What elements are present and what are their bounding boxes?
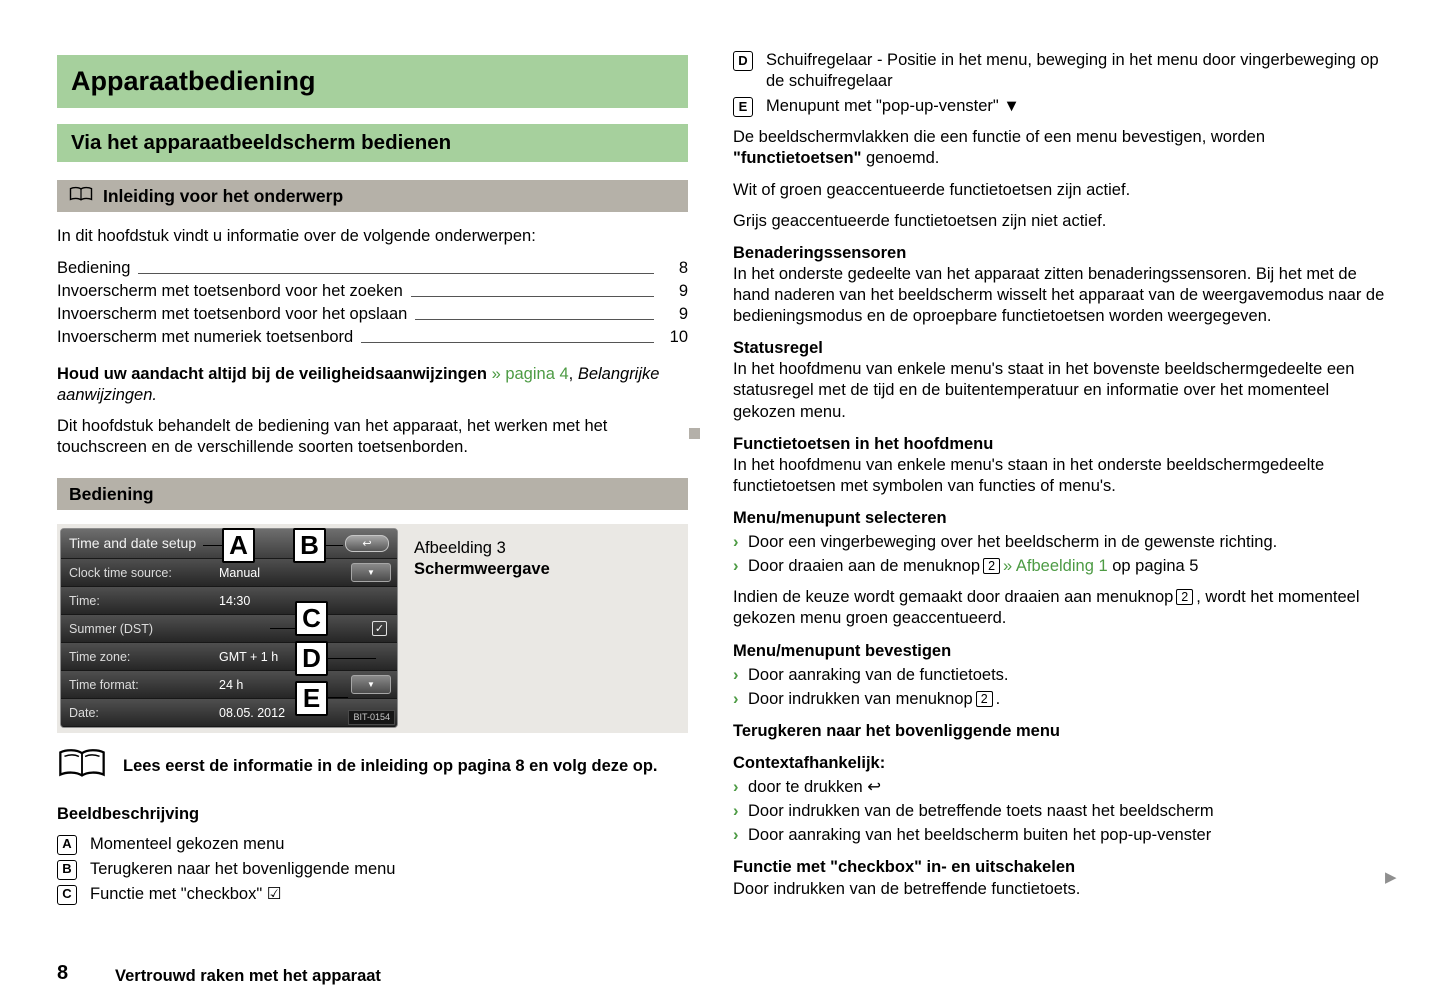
screen-row-value: 08.05. 2012 — [219, 705, 286, 720]
check-mark-icon: ✓ — [374, 622, 385, 635]
screen-row-value: Manual — [219, 565, 260, 580]
safety-note-italic: Belangrijke aanwijzingen. — [57, 364, 660, 404]
bediening-header-label: Bediening — [69, 484, 154, 505]
legend-title: Beeldbeschrijving — [57, 805, 200, 824]
bediening-header — [57, 478, 688, 510]
callout-a: A — [222, 528, 255, 563]
toc-entry-label[interactable]: Bediening — [57, 258, 131, 277]
section-body: Door indrukken van de betreffende functietoets. — [733, 879, 1081, 898]
toc-entry-page: 8 — [678, 258, 688, 277]
screen-row-label: Date: — [69, 705, 99, 720]
toc-leader-line — [361, 342, 654, 343]
bullet-icon: › — [733, 826, 739, 845]
callout-key-b: B — [57, 860, 77, 880]
screen-row-value: GMT + 1 h — [219, 649, 279, 664]
callout-key-e: E — [733, 97, 753, 117]
legend-item-c — [57, 884, 688, 905]
bullet-text-pre: Door indrukken van menuknop — [748, 689, 973, 708]
toc-entry[interactable] — [57, 302, 688, 325]
bullet-icon: › — [733, 665, 739, 684]
toc-leader-line — [415, 319, 654, 320]
read-first-note-text: Lees eerst de informatie in de inleiding op pagina 8 en volg deze op. — [123, 757, 658, 776]
bullet-icon: › — [733, 557, 739, 576]
checkbox-icon — [372, 621, 387, 636]
intro-paragraph: Dit hoofdstuk behandelt de bediening van het apparaat, het werken met het touchscreen en de verschillende soorten toetsenborden. — [57, 417, 608, 457]
bullet-text: Door indrukken van de betreffende toets naast het beeldscherm — [748, 802, 1214, 821]
dropdown-icon — [351, 563, 391, 582]
toc-entry[interactable] — [57, 256, 688, 279]
legend-item-e — [733, 96, 1390, 117]
read-first-note — [57, 747, 688, 786]
screen-title: Time and date setup — [69, 534, 197, 551]
bullet-icon: › — [733, 778, 739, 797]
back-button-icon — [345, 535, 389, 552]
bullet-text — [748, 689, 1390, 710]
bullet-text: Door aanraking van de functietoets. — [748, 665, 1009, 684]
screen-row — [61, 587, 397, 615]
section-menu-bevestigen — [733, 641, 1390, 710]
callout-key-c: C — [57, 885, 77, 905]
screen-row-label: Time zone: — [69, 649, 131, 664]
legend-text: Menupunt met "pop-up-venster" ▼ — [766, 97, 1020, 116]
legend-text: Momenteel gekozen menu — [90, 834, 285, 853]
bullet-item — [733, 801, 1390, 822]
legend-text: Schuifregelaar - Positie in het menu, beweging in het menu door vingerbeweging op de schuifregelaar — [766, 51, 1379, 91]
bullet-item — [733, 556, 1390, 577]
section-body: In het hoofdmenu van enkele menu's staan in het onderste beeldschermgedeelte functietoetsen met symbolen van functies of menu's. — [733, 455, 1325, 495]
screen-row-value: 14:30 — [219, 593, 251, 608]
callout-line-b — [326, 545, 343, 546]
bullet-item — [733, 777, 1390, 798]
toc-entry-page: 10 — [669, 327, 688, 346]
knob-2-key: 2 — [1176, 589, 1193, 605]
dropdown-icon — [351, 675, 391, 694]
legend-text: Functie met "checkbox" ☑ — [90, 884, 282, 903]
toc — [57, 256, 688, 348]
section-heading: Benaderingssensoren — [733, 243, 907, 262]
screen-row-label: Time: — [69, 593, 100, 608]
right-column — [733, 50, 1390, 900]
legend-item-d — [733, 50, 1390, 92]
screen-row — [61, 699, 397, 727]
callout-line-a — [203, 545, 222, 546]
chapter-title: Apparaatbediening — [57, 55, 688, 108]
safety-note — [57, 364, 688, 406]
open-book-icon — [57, 747, 107, 786]
left-column — [57, 55, 688, 909]
section-heading: Menu/menupunt bevestigen — [733, 641, 952, 660]
toc-entry-page: 9 — [678, 304, 688, 323]
screen-row — [61, 643, 397, 671]
legend-text: Terugkeren naar het bovenliggende menu — [90, 859, 396, 878]
screen-row-value: 24 h — [219, 677, 244, 692]
figure-schermweergave — [57, 524, 688, 733]
intro-lead: In dit hoofdstuk vindt u informatie over de volgende onderwerpen: — [57, 226, 536, 245]
toc-entry[interactable] — [57, 325, 688, 348]
bullet-text — [748, 777, 1390, 798]
toc-entry-page: 9 — [678, 281, 688, 300]
screen-row — [61, 559, 397, 587]
footer-chapter-title: Vertrouwd raken met het apparaat — [115, 967, 381, 985]
section-body: In het hoofdmenu van enkele menu's staat in het bovenste beeldschermgedeelte een statusregel met de tijd en de buitentemperatuur en informatie over het momenteel gekozen menu. — [733, 360, 1355, 421]
bullet-icon: › — [733, 689, 739, 708]
screen-row-label: Clock time source: — [69, 565, 172, 580]
bullet-item — [733, 665, 1390, 686]
callout-d: D — [295, 641, 328, 676]
legend-item-a — [57, 834, 688, 855]
return-arrow-icon: ↩ — [867, 778, 882, 797]
figure-caption — [414, 538, 550, 580]
figure-reference-link[interactable]: » Afbeelding 1 — [1003, 557, 1108, 576]
bullet-item — [733, 825, 1390, 846]
bullet-text-post: op pagina 5 — [1107, 557, 1199, 576]
knob-2-key: 2 — [976, 691, 993, 707]
section-heading: Functie met "checkbox" in- en uitschakelen — [733, 858, 1076, 877]
callout-key-a: A — [57, 835, 77, 855]
toc-entry-label[interactable]: Invoerscherm met toetsenbord voor het zoeken — [57, 281, 403, 300]
bullet-text: Door aanraking van het beeldscherm buiten het pop-up-venster — [748, 826, 1212, 845]
section-benaderingssensoren — [733, 243, 1390, 327]
callout-line-e — [328, 697, 348, 698]
toc-entry-label[interactable]: Invoerscherm met numeriek toetsenbord — [57, 327, 354, 346]
section-body: In het onderste gedeelte van het apparaat zitten benaderingssensoren. Bij het met de hand naderen van het beeldscherm wisselt het apparaat van de weergavemodus naar de bedieningsmodus en de oproepbare functietoetsen worden weergegeven. — [733, 264, 1385, 326]
screen-row — [61, 671, 397, 699]
bullet-text: Door een vingerbeweging over het beeldscherm in de gewenste richting. — [748, 533, 1278, 552]
callout-key-d: D — [733, 51, 753, 71]
intro-header-label: Inleiding voor het onderwerp — [103, 185, 344, 206]
knob-2-key: 2 — [983, 558, 1000, 574]
column-end-marker — [689, 428, 700, 439]
callout-line-c — [270, 628, 295, 629]
figure-image-code: BIT-0154 — [348, 710, 395, 726]
paragraph-text: , wordt het momenteel gekozen menu groen geaccentueerd. — [733, 588, 1360, 628]
continuation-arrow-icon: ▶ — [1385, 869, 1397, 886]
paragraph-bold: "functietoetsen" — [733, 149, 862, 168]
screen-row-label: Summer (DST) — [69, 621, 154, 636]
section-functietoetsen-hoofdmenu — [733, 434, 1390, 497]
section-heading: Menu/menupunt selecteren — [733, 508, 947, 527]
section-title: Via het apparaatbeeldscherm bedienen — [57, 124, 688, 162]
bullet-icon: › — [733, 802, 739, 821]
section-menu-selecteren — [733, 508, 1390, 577]
book-icon — [69, 185, 93, 207]
paragraph-text: Indien de keuze wordt gemaakt door draaien aan menuknop — [733, 588, 1174, 607]
screen-row — [61, 615, 397, 643]
callout-b: B — [293, 528, 326, 563]
page-reference-link[interactable]: » pagina 4 — [491, 364, 569, 383]
paragraph-functietoetsen — [733, 127, 1390, 169]
bullet-item — [733, 532, 1390, 553]
figure-caption-label: Afbeelding 3 — [414, 539, 506, 558]
safety-note-bold: Houd uw aandacht altijd bij de veiligheidsaanwijzingen — [57, 364, 492, 383]
toc-leader-line — [411, 296, 654, 297]
toc-entry[interactable] — [57, 279, 688, 302]
bullet-text — [748, 556, 1390, 577]
section-statusregel — [733, 338, 1390, 422]
chevron-down-icon: ▼ — [367, 679, 375, 689]
legend-item-b — [57, 859, 688, 880]
toc-leader-line — [138, 273, 654, 274]
section-heading: Contextafhankelijk: — [733, 753, 886, 772]
chevron-down-icon: ▼ — [367, 567, 375, 577]
callout-e: E — [295, 681, 328, 716]
return-arrow-icon: ↩ — [362, 537, 372, 550]
bullet-icon: › — [733, 533, 739, 552]
safety-note-sep: , — [568, 364, 578, 383]
figure-caption-text: Schermweergave — [414, 560, 550, 579]
section-heading: Statusregel — [733, 339, 823, 358]
bullet-text-pre: door te drukken — [748, 778, 868, 797]
callout-line-d — [328, 658, 376, 659]
bullet-item — [733, 689, 1390, 710]
toc-entry-label[interactable]: Invoerscherm met toetsenbord voor het opslaan — [57, 304, 408, 323]
section-heading: Functietoetsen in het hoofdmenu — [733, 434, 994, 453]
screen-row-label: Time format: — [69, 677, 139, 692]
bullet-text-pre: Door draaien aan de menuknop — [748, 557, 981, 576]
section-terugkeren-heading: Terugkeren naar het bovenliggende menu — [733, 721, 1061, 740]
section-checkbox — [733, 857, 1390, 899]
paragraph-actief: Wit of groen geaccentueerde functietoetsen zijn actief. — [733, 180, 1131, 199]
paragraph-text: genoemd. — [861, 149, 940, 168]
paragraph-niet-actief: Grijs geaccentueerde functietoetsen zijn niet actief. — [733, 211, 1107, 230]
intro-header — [57, 180, 688, 212]
section-contextafhankelijk — [733, 753, 1390, 846]
paragraph-menuknop — [733, 587, 1390, 629]
page-number: 8 — [57, 962, 69, 984]
bullet-text-post: . — [995, 689, 1001, 708]
callout-c: C — [295, 601, 328, 636]
paragraph-text: De beeldschermvlakken die een functie of een menu bevestigen, worden — [733, 128, 1265, 147]
